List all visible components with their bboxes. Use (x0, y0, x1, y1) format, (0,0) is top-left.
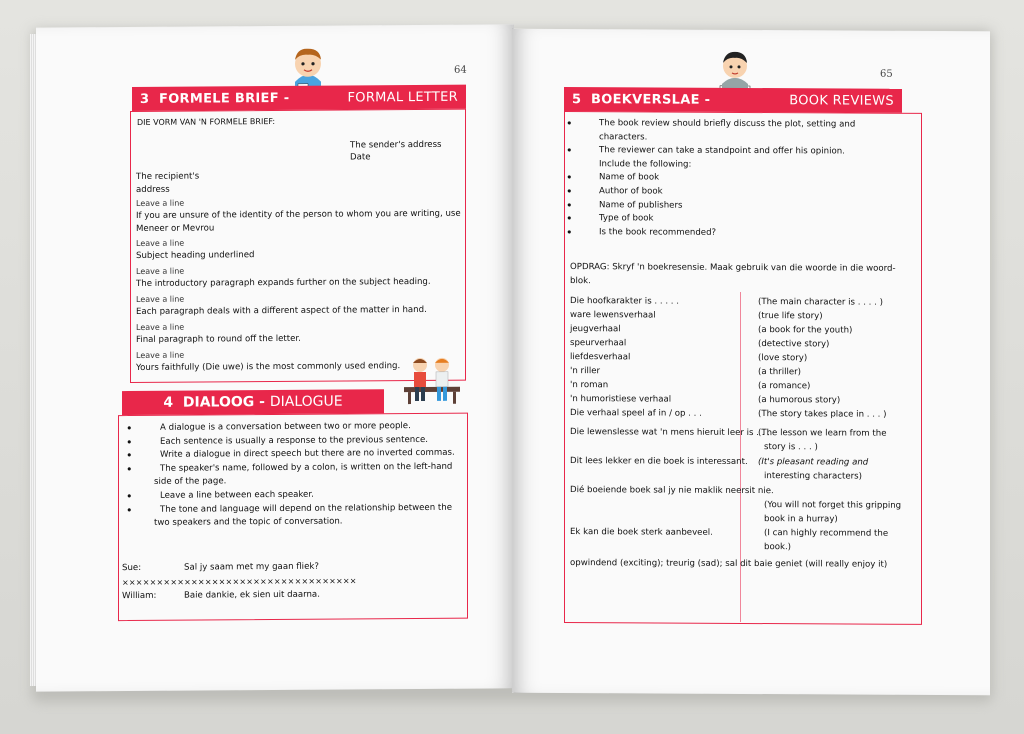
aanbeveel-en-1: (I can highly recommend the (764, 528, 889, 539)
list-item: • Each sentence is usually a response to the previous sentence. (126, 433, 462, 449)
lees-en-2: interesting characters) (764, 471, 862, 482)
table-row: jeugverhaal (a book for the youth) (570, 324, 853, 336)
recipient-line-1: The recipient's (136, 171, 200, 182)
unsure-line-1: If you are unsure of the identity of the person to whom you are writing, use (136, 208, 461, 221)
list-item: • Name of publishers (566, 199, 906, 214)
leave-a-line: Leave a line (136, 238, 185, 248)
lewenslesse-af: Die lewenslesse wat 'n mens hieruit leer is . . . (570, 427, 770, 439)
lewenslesse-en-1: (The lesson we learn from the (758, 428, 887, 439)
list-item: • The book review should briefly discuss the plot, setting and characters. (566, 117, 906, 146)
final-paragraph: Final paragraph to round off the letter. (136, 333, 301, 345)
william-label: William: (122, 590, 157, 602)
book-review-bullet-list (566, 117, 906, 241)
list-item: • The tone and language will depend on the relationship between the two speakers and the topic of conversation. (126, 501, 462, 531)
lees-af: Dit lees lekker en die boek is interessant. (570, 456, 748, 467)
section5-number: 5 (572, 91, 582, 107)
final-vocab-line: opwindend (exciting); treurig (sad); sal dit baie geniet (will really enjoy it) (570, 558, 888, 570)
sue-label: Sue: (122, 562, 142, 574)
list-item: • Leave a line between each speaker. (126, 488, 462, 504)
table-row: 'n humoristiese verhaal (a humorous story) (570, 394, 841, 406)
boeiende-en-2: book in a hurray) (764, 514, 838, 525)
table-row: 'n riller (a thriller) (570, 366, 802, 378)
section3-heading: DIE VORM VAN 'N FORMELE BRIEF: (137, 116, 276, 127)
section5-title-af: BOEKVERSLAE - (591, 91, 711, 108)
section3-number: 3 (140, 91, 150, 107)
list-item: • Type of book (566, 212, 906, 227)
leave-a-line: Leave a line (136, 266, 185, 276)
lees-en-1: (It's pleasant reading and (758, 457, 869, 468)
lewenslesse-en-2: story is . . . ) (764, 442, 818, 453)
aanbeveel-af: Ek kan die boek sterk aanbeveel. (570, 527, 713, 538)
page-number: 64 (454, 64, 467, 76)
crosses-divider: ×××××××××××××××××××××××××××××××××× (122, 576, 357, 588)
list-item: • The reviewer can take a standpoint and offer his opinion. Include the following: (566, 144, 906, 173)
dialogue-bullet-list (126, 420, 462, 531)
subject-heading: Subject heading underlined (136, 250, 255, 261)
leave-a-line: Leave a line (136, 322, 185, 332)
word-block-table (570, 295, 915, 423)
leave-a-line: Leave a line (136, 198, 185, 208)
boeiende-en-1: (You will not forget this gripping (764, 500, 902, 511)
list-item: • Write a dialogue in direct speech but there are no inverted commas. (126, 447, 462, 463)
left-page (36, 24, 514, 691)
table-row: liefdesverhaal (love story) (570, 352, 808, 364)
page-number: 65 (880, 68, 893, 80)
table-row: Die verhaal speel af in / op . . . (The story takes place in . . . ) (570, 408, 887, 420)
section4-title-en: DIALOGUE (269, 393, 343, 411)
section3-banner (132, 85, 466, 111)
aanbeveel-en-2: book.) (764, 542, 792, 553)
each-paragraph: Each paragraph deals with a different aspect of the matter in hand. (136, 304, 427, 317)
opdrag-line-2: blok. (570, 276, 591, 287)
leave-a-line: Leave a line (136, 350, 185, 360)
table-row: 'n roman (a romance) (570, 380, 811, 392)
section4-title-af: DIALOOG (182, 394, 255, 411)
list-item: • A dialogue is a conversation between two or more people. (126, 420, 462, 436)
opdrag-line-1: OPDRAG: Skryf 'n boekresensie. Maak gebruik van die woorde in die woord- (570, 262, 896, 274)
list-item: • The speaker's name, followed by a colon, is written on the left-hand side of the page. (126, 460, 462, 490)
senders-address: The sender's address (350, 139, 442, 151)
unsure-line-2: Meneer or Mevrou (136, 223, 215, 234)
kids-on-bench-illustration (400, 353, 464, 407)
table-row: speurverhaal (detective story) (570, 338, 830, 350)
leave-a-line: Leave a line (136, 294, 185, 304)
section4-dash: - (259, 394, 265, 411)
table-row: Die hoofkarakter is . . . . . (The main character is . . . . ) (570, 296, 883, 308)
william-line: Baie dankie, ek sien uit daarna. (184, 589, 320, 601)
date-label: Date (350, 152, 371, 163)
boeiende-af: Dié boeiende boek sal jy nie maklik neersit nie. (570, 485, 774, 497)
intro-paragraph: The introductory paragraph expands further on the subject heading. (136, 276, 431, 289)
list-item: • Author of book (566, 185, 906, 200)
list-item: • Is the book recommended? (566, 226, 906, 241)
recipient-line-2: address (136, 184, 170, 195)
section3-title-af: FORMELE BRIEF - (159, 90, 290, 107)
right-page (512, 29, 990, 696)
closing-line: Yours faithfully (Die uwe) is the most commonly used ending. (136, 361, 401, 373)
list-item: • Name of book (566, 171, 906, 186)
section5-title-en: BOOK REVIEWS (789, 92, 894, 109)
section4-number: 4 (163, 394, 174, 411)
section4-banner (122, 389, 384, 415)
section3-title-en: FORMAL LETTER (347, 89, 458, 105)
table-row: ware lewensverhaal (true life story) (570, 310, 823, 322)
sue-line: Sal jy saam met my gaan fliek? (184, 561, 319, 573)
section5-banner (564, 87, 902, 113)
